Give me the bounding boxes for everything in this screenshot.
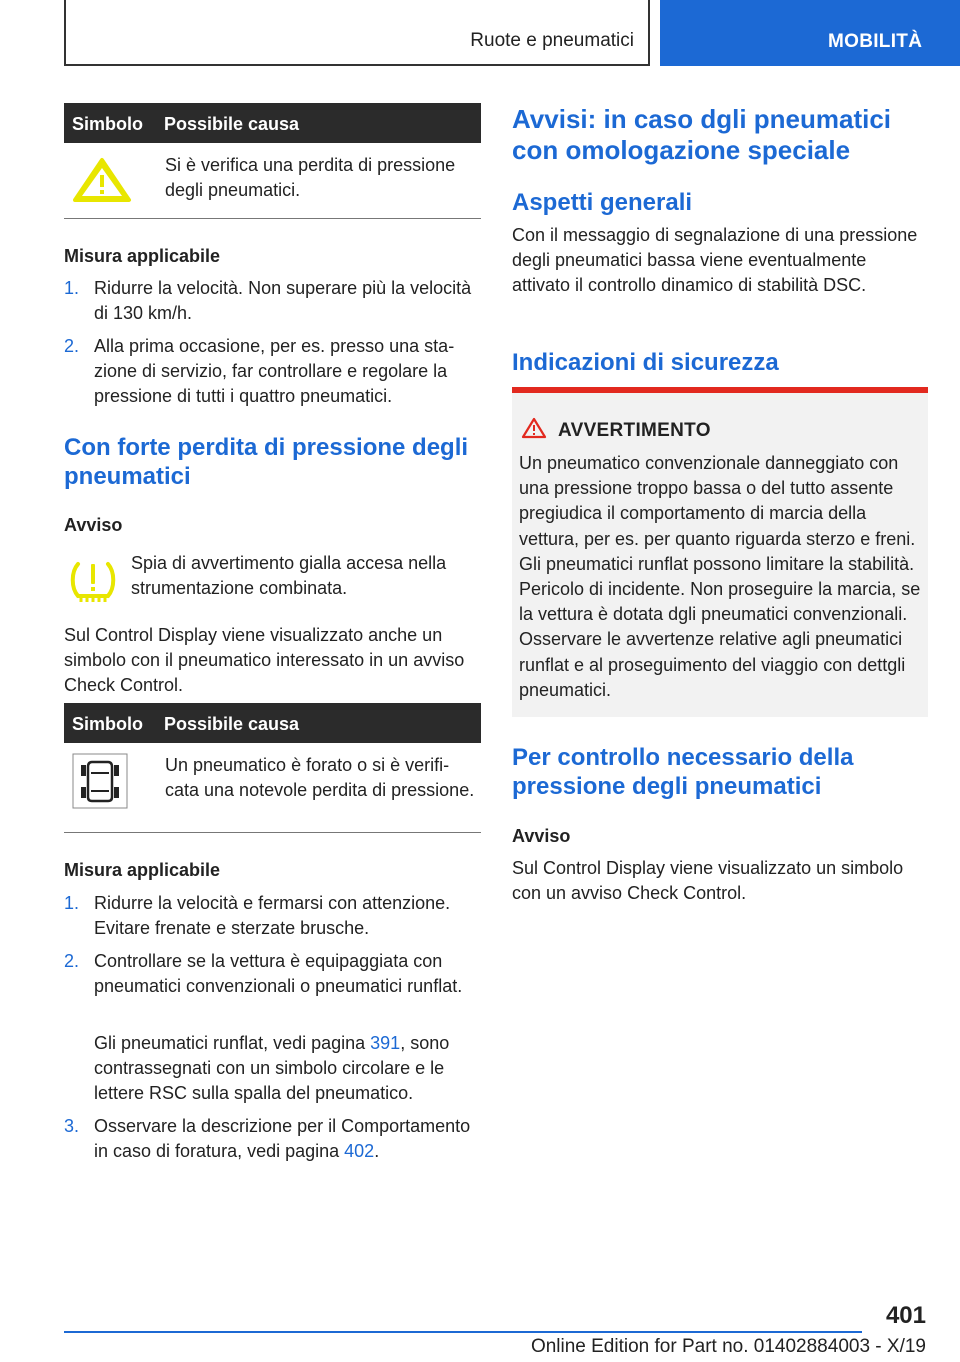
- list-item: [64, 891, 481, 941]
- col-cause-header: Possibile causa: [164, 114, 300, 134]
- chapter-title: MOBILITÀ: [828, 31, 923, 52]
- list-item: [64, 949, 481, 1024]
- cause-text: Si è verifica una perdita di pressione degli pneumatici.: [165, 155, 456, 200]
- list-number: 2.: [64, 336, 80, 356]
- car-tire-status-icon: [72, 753, 128, 814]
- warning-box: [512, 387, 928, 717]
- table-header: [64, 103, 481, 143]
- list-text-part: .: [374, 1141, 380, 1161]
- list-item: [64, 1114, 481, 1164]
- page-link-402[interactable]: 402: [344, 1141, 375, 1161]
- table-header: [64, 703, 481, 743]
- control-display-text: Sul Control Display viene visualizzato anche un simbolo con il pneumatico interessato in un avviso Check Control.: [64, 625, 465, 695]
- edition-info: Online Edition for Part no. 01402884003 - X/19: [530, 1336, 926, 1357]
- running-header-left: [64, 0, 650, 66]
- footer-divider: [64, 1331, 862, 1333]
- table-row: [64, 143, 481, 219]
- runflat-note: [94, 1031, 482, 1106]
- list-text: [94, 1114, 482, 1164]
- general-text: Con il messaggio di segnalazione di una pressione degli pneumatici bassa viene eventualmente attivato il controllo dinamico di stabilità DSC.: [512, 225, 918, 295]
- avviso-text: Sul Control Display viene visualizzato un simbolo con un avviso Check Control.: [512, 858, 904, 903]
- col-cause-header: Possibile causa: [164, 714, 300, 734]
- warning-text: Un pneumatico convenzionale danneggiato con una pressione troppo bassa o del tutto assente pregiudica il comportamento di marcia della vettura, per es. per quanto riguarda sterzo e freni. Gli pneumatici runflat possono limitare la stabilità. Pericolo di incidente. Non proseguire la marcia, se la vettura è dotata dgli pneumatici convenzionali. Osservare le avvertenze relative agli pneumatici runflat e al proseguimento del viaggio con dettgli pneumatici.: [519, 453, 921, 700]
- list-text-part: Osservare la descrizione per il Comportamento in caso di foratura, vedi pagina: [94, 1116, 471, 1161]
- list-number: 1.: [64, 893, 80, 913]
- list-text: Ridurre la velocità. Non superare più la velocità di 130 km/h.: [94, 278, 472, 323]
- col-symbol-header: Simbolo: [72, 714, 143, 734]
- col-symbol-header: Simbolo: [72, 114, 143, 134]
- warning-title: AVVERTIMENTO: [558, 420, 711, 441]
- avviso-title: Avviso: [64, 515, 123, 535]
- avviso-text: Spia di avvertimento gialla accesa nella strumentazione combinata.: [131, 553, 447, 598]
- safety-heading: Indicazioni di sicurezza: [512, 349, 779, 376]
- table-row: [64, 743, 481, 833]
- measure-title-2: Misura applicabile: [64, 860, 221, 880]
- chapter-tab[interactable]: [660, 0, 960, 66]
- list-text: Ridurre la velocità e fermarsi con attenzione. Evitare frenate e sterzate brusche.: [94, 893, 451, 938]
- list-number: 2.: [64, 951, 80, 971]
- runflat-note-text: Gli pneumatici runflat, vedi pagina: [94, 1033, 371, 1053]
- list-item: [64, 276, 481, 326]
- list-item: [64, 334, 481, 409]
- symbol-table-2: [64, 703, 481, 833]
- check-pressure-heading: Per controllo necessario della pressione degli pneumatici: [512, 744, 854, 800]
- measure-title-1: Misura applicabile: [64, 246, 221, 266]
- page-link-391[interactable]: 391: [370, 1033, 401, 1053]
- main-heading: Avvisi: in caso dgli pneumatici con omologazione speciale: [512, 104, 892, 165]
- general-heading: Aspetti generali: [512, 189, 693, 216]
- cause-text: Un pneumatico è forato o si è verificata una notevole perdita di pressione.: [165, 755, 475, 800]
- list-text: Controllare se la vettura è equipaggiata con pneumatici convenzionali o pneumatici runflat.: [94, 951, 463, 996]
- symbol-table-1: [64, 103, 481, 219]
- page-number: 401: [885, 1302, 926, 1329]
- avviso-title: Avviso: [512, 826, 571, 846]
- tire-pressure-warning-icon: [69, 558, 117, 609]
- list-text: Alla prima occasione, per es. presso una stazione di servizio, far controllare e regolare la pressione di tutti i quattro pneumatici.: [94, 336, 455, 406]
- runflat-note-text: , sono contrassegnati con un simbolo circolare e le lettere RSC sulla spalla del pneumatico.: [94, 1033, 450, 1103]
- warning-triangle-icon: [72, 157, 132, 208]
- heading-strong-pressure-loss: Con forte perdita di pressione degli pneumatici: [64, 434, 469, 490]
- warning-triangle-icon: [521, 417, 547, 444]
- section-title: Ruote e pneumatici: [470, 30, 634, 51]
- list-number: 3.: [64, 1116, 80, 1136]
- list-number: 1.: [64, 278, 80, 298]
